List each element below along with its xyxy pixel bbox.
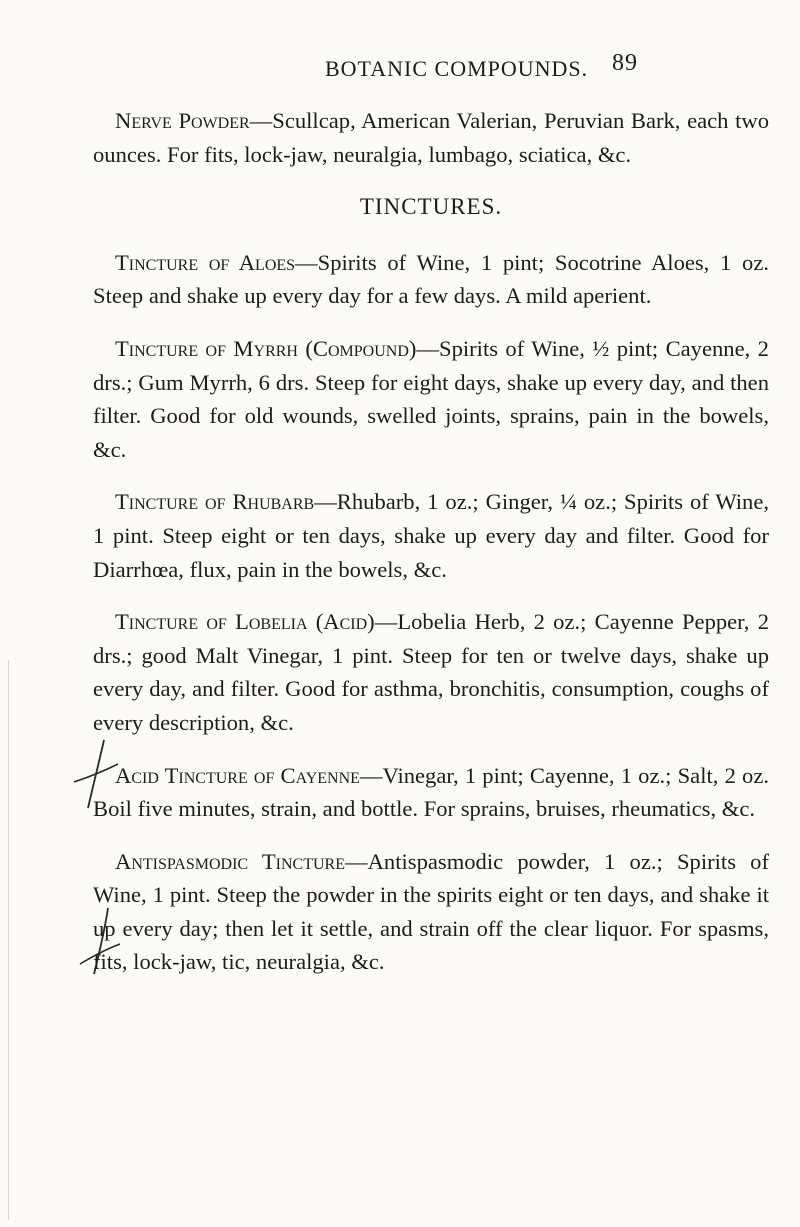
page-edge-line	[8, 660, 9, 1220]
recipe-acid-tincture-of-cayenne	[93, 759, 769, 826]
recipe-title: Tincture of Rhubarb	[115, 489, 315, 515]
recipe-tincture-of-aloes	[93, 246, 769, 313]
recipe-nerve-powder	[93, 104, 769, 171]
running-title: BOTANIC COMPOUNDS.	[325, 56, 589, 81]
recipe-body: —Antispasmodic powder, 1 oz.; Spirits of Wine, 1 pint. Steep the powder in the spirits eight or ten days, and shake it up every day; then let it settle, and strain off the clear liquor. For spasms, fits, lock-jaw, tic, neuralgia, &c.	[93, 848, 769, 975]
recipe-title: Nerve Powder	[115, 108, 250, 133]
recipe-tincture-of-rhubarb	[93, 485, 769, 586]
recipe-antispasmodic-tincture	[93, 845, 769, 979]
recipe-title: Tincture of Myrrh (Compound)	[115, 335, 417, 361]
recipe-body: —Spirits of Wine, 1 pint; Socotrine Aloes, 1 oz. Steep and shake up every day for a few days. A mild aperient.	[93, 249, 769, 309]
body-text	[93, 104, 769, 998]
recipe-title: Tincture of Aloes	[115, 249, 296, 275]
recipe-body: —Lobelia Herb, 2 oz.; Cayenne Pepper, 2 drs.; good Malt Vinegar, 1 pint. Steep for ten or twelve days, shake up every day, and filter. Good for asthma, bronchitis, consumption, coughs of every description, &c.	[93, 609, 769, 735]
recipe-title: Tincture of Lobelia (Acid)	[115, 609, 375, 635]
recipe-tincture-of-lobelia	[93, 605, 769, 739]
recipe-title: Antispasmodic Tincture	[115, 848, 346, 874]
page-number: 89	[612, 50, 638, 76]
recipe-body: —Rhubarb, 1 oz.; Ginger, ¼ oz.; Spirits of Wine, 1 pint. Steep eight or ten days, shake up every day and filter. Good for Diarrhœa, flux, pain in the bowels, &c.	[93, 489, 770, 582]
recipe-body: —Scullcap, American Valerian, Peruvian Bark, each two ounces. For fits, lock-jaw, neuralgia, lumbago, sciatica, &c.	[93, 108, 769, 167]
recipe-title: Acid Tincture of Cayenne	[115, 762, 360, 788]
section-heading: TINCTURES.	[359, 194, 503, 220]
recipe-body: —Spirits of Wine, ½ pint; Cayenne, 2 drs.; Gum Myrrh, 6 drs. Steep for eight days, shake up every day, and then filter. Good for old wounds, swelled joints, sprains, pain in the bowels, &c.	[93, 335, 769, 462]
recipe-tincture-of-myrrh	[93, 332, 769, 466]
recipe-body: —Vinegar, 1 pint; Cayenne, 1 oz.; Salt, 2 oz. Boil five minutes, strain, and bottle. For sprains, bruises, rheumatics, &c.	[93, 762, 769, 822]
